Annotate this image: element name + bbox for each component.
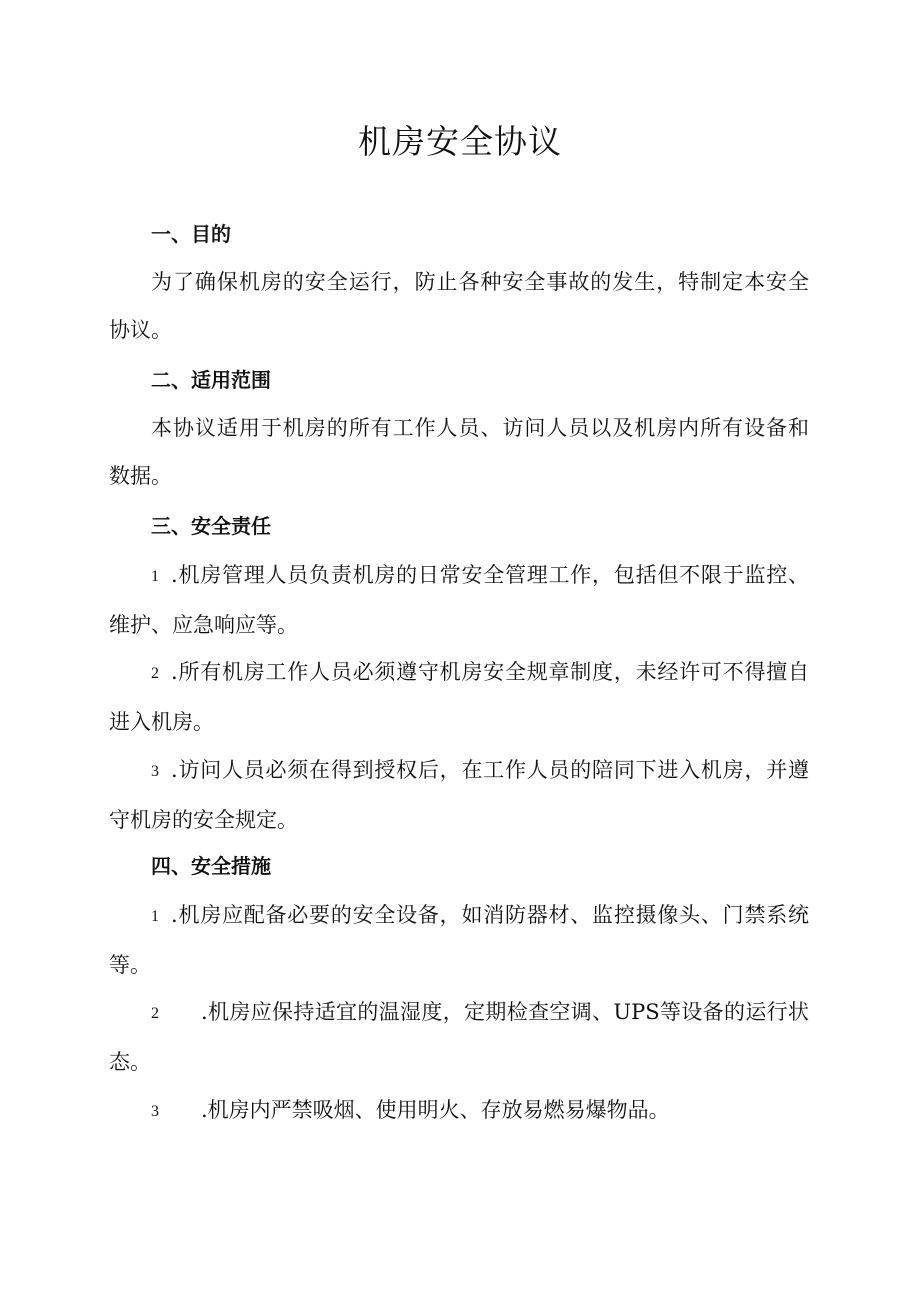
item-text: .机房内严禁吸烟、使用明火、存放易燃易爆物品。 [201,1098,670,1122]
section-paragraph-scope [109,404,809,500]
paragraph-line: 本协议适用于机房的所有工作人员、访问人员以及机房内所有设备和 [151,416,809,440]
paragraph-line: 数据。 [109,464,172,488]
item-number: 2 [151,665,159,682]
list-item [109,891,809,989]
item-number: 1 [151,908,159,925]
item-text: .机房应保持适宜的温湿度，定期检查空调、UPS等设备的运行状 [201,1000,809,1024]
list-item [109,648,809,746]
list-item [109,551,809,649]
item-text-continued: 守机房的安全规定。 [109,808,298,832]
item-number: 1 [151,568,159,585]
page-title: 机房安全协议 [358,122,562,161]
section-heading-measures: 四、安全措施 [151,854,271,878]
item-number: 3 [151,763,159,780]
section-paragraph-purpose [109,258,809,354]
item-text: .机房应配备必要的安全设备，如消防器材、监控摄像头、门禁系统 [171,903,809,927]
paragraph-line: 为了确保机房的安全运行，防止各种安全事故的发生，特制定本安全 [151,270,809,294]
list-item [109,1086,809,1136]
section-heading-scope: 二、适用范围 [151,368,271,392]
list-item [109,988,809,1086]
item-text: .访问人员必须在得到授权后，在工作人员的陪同下进入机房，并遵 [171,758,809,782]
item-text: .机房管理人员负责机房的日常安全管理工作，包括但不限于监控、 [171,563,809,587]
item-text-continued: 进入机房。 [109,710,214,734]
list-item [109,746,809,844]
section-heading-purpose: 一、目的 [151,222,231,246]
item-text: .所有机房工作人员必须遵守机房安全规章制度，未经许可不得擅自 [171,660,809,684]
item-text-continued: 维护、应急响应等。 [109,613,298,637]
item-text-continued: 等。 [109,953,151,977]
item-number: 3 [151,1103,159,1120]
item-text-continued: 态。 [109,1050,151,1074]
paragraph-line: 协议。 [109,318,172,342]
section-heading-responsibility: 三、安全责任 [151,514,271,538]
item-number: 2 [151,1005,159,1022]
